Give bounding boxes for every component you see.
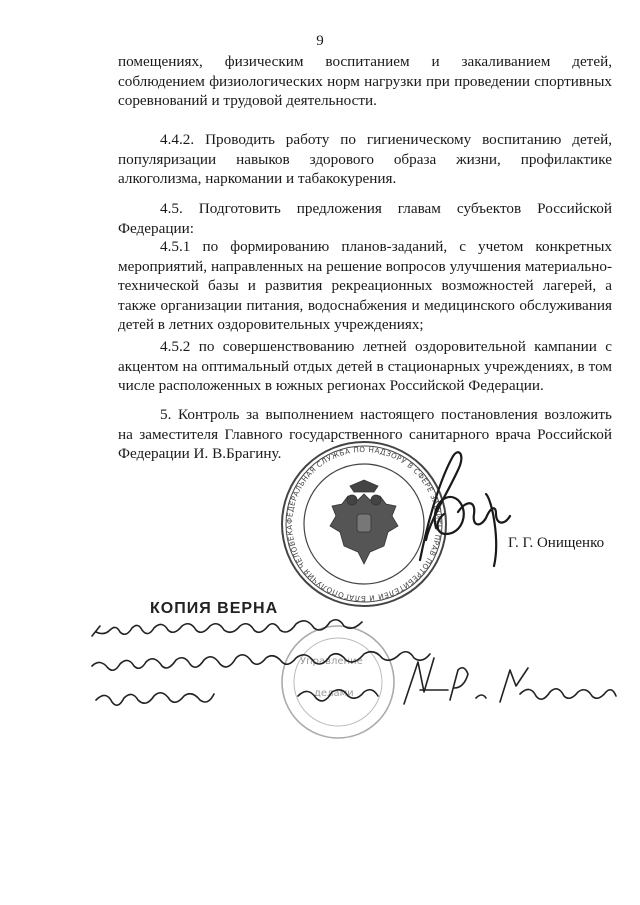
paragraph-4-4-2: 4.4.2. Проводить работу по гигиеническому воспитанию детей, популяризации навыков здорового образа жизни, профилактике алкоголизма, наркомании и табакокурения. <box>118 131 612 188</box>
page-number: 9 <box>316 33 324 49</box>
svg-text:делами: делами <box>314 688 354 699</box>
svg-text:Управление: Управление <box>300 656 363 667</box>
signatory-name: Г. Г. Онищенко <box>508 535 605 551</box>
paragraph-4-5-2: 4.5.2 по совершенствованию летней оздоровительной кампании с акцентом на оптимальный отдых детей в стационарных учреждениях, в том числе расположенных в южных регионах Российской Федерации. <box>118 338 612 395</box>
paragraph-continuation: помещениях, физическим воспитанием и закаливанием детей, соблюдением физиологических норм нагрузки при проведении спортивных соревнований и трудовой деятельности. <box>118 53 612 110</box>
paragraph-4-5: 4.5. Подготовить предложения главам субъектов Российской Федерации: <box>118 200 612 237</box>
paragraph-5: 5. Контроль за выполнением настоящего постановления возложить на заместителя Главного государственного санитарного врача Российской Федерации И. В.Брагину. <box>118 406 612 463</box>
svg-text:ФЕДЕРАЛЬНАЯ СЛУЖБА ПО НАДЗОРУ: ФЕДЕРАЛЬНАЯ СЛУЖБА ПО НАДЗОРУ В СФЕРЕ ЗАЩИТЫ ПРАВ ПОТРЕБИТЕЛЕЙ И БЛАГОПОЛУЧИЯ ЧЕЛОВЕКА <box>284 444 444 604</box>
copy-verified-stamp: КОПИЯ ВЕРНА <box>150 600 279 617</box>
paragraph-4-5-1: 4.5.1 по формированию планов-заданий, с учетом конкретных мероприятий, направленных на решение вопросов улучшения материально-технической базы и развития рекреационных возможностей лагерей, а также организации питания, водоснабжения и медицинского обслуживания детей в летних оздоровительных учреждениях; <box>118 238 612 334</box>
